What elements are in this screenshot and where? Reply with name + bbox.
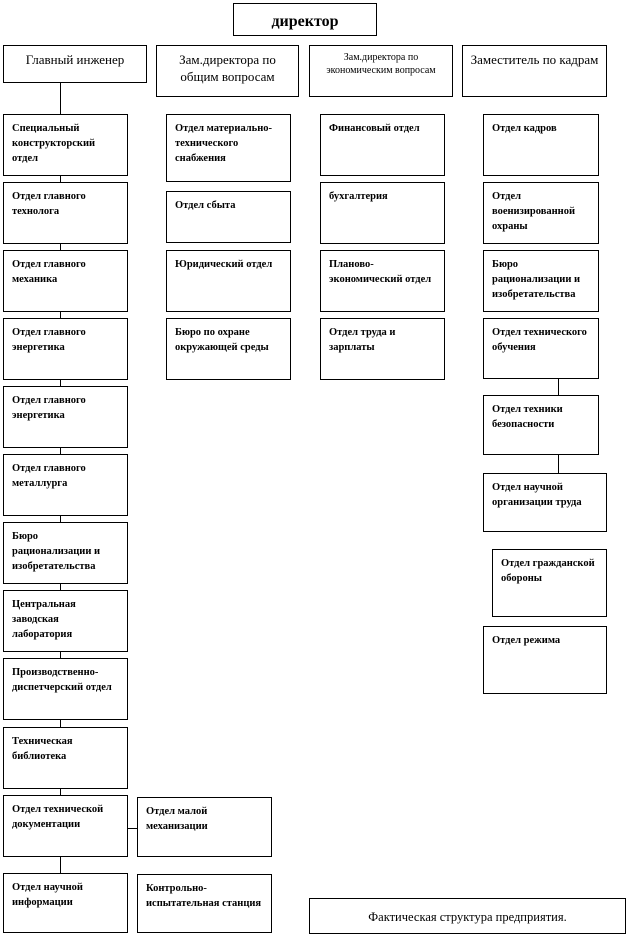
dept-box: Отдел малой механизации	[137, 797, 272, 857]
dept-box: Отдел труда и зарплаты	[320, 318, 445, 380]
dept-box: Отдел техники безопасности	[483, 395, 599, 455]
dept-box: Отдел главного энергетика	[3, 318, 128, 380]
dept-box: Специальный конструкторский отдел	[3, 114, 128, 176]
dept-box: Планово-экономический отдел	[320, 250, 445, 312]
dept-box: Отдел гражданской обороны	[492, 549, 607, 617]
dept-box: Отдел технического обучения	[483, 318, 599, 379]
head-deputy-hr: Заместитель по кадрам	[462, 45, 607, 97]
head-chief-engineer: Главный инженер	[3, 45, 147, 83]
dept-box: Центральная заводская лаборатория	[3, 590, 128, 652]
head-deputy-general: Зам.директора по общим вопросам	[156, 45, 299, 97]
dept-box: Бюро рационализации и изобретательства	[3, 522, 128, 584]
chart-caption: Фактическая структура предприятия.	[309, 898, 626, 934]
dept-box: Отдел научной организации труда	[483, 473, 607, 532]
dept-box: Техническая библиотека	[3, 727, 128, 789]
dept-box: Производственно-диспетчерский отдел	[3, 658, 128, 720]
dept-box: Бюро рационализации и изобретательства	[483, 250, 599, 312]
dept-box: Отдел кадров	[483, 114, 599, 176]
dept-box: Контрольно-испытательная станция	[137, 874, 272, 933]
head-deputy-economic: Зам.директора по экономическим вопросам	[309, 45, 453, 97]
dept-box: Отдел сбыта	[166, 191, 291, 243]
connector-line	[60, 82, 61, 114]
dept-box: Отдел главного технолога	[3, 182, 128, 244]
dept-box: Отдел главного энергетика	[3, 386, 128, 448]
dept-box: Отдел военизированной охраны	[483, 182, 599, 244]
dept-box: Финансовый отдел	[320, 114, 445, 176]
dept-box: Отдел главного механика	[3, 250, 128, 312]
dept-box: Отдел главного металлурга	[3, 454, 128, 516]
director-box: директор	[233, 3, 377, 36]
dept-box: Отдел технической документации	[3, 795, 128, 857]
connector-line	[558, 455, 559, 473]
dept-box: Отдел режима	[483, 626, 607, 694]
dept-box: Отдел научной информации	[3, 873, 128, 933]
dept-box: бухгалтерия	[320, 182, 445, 244]
dept-box: Бюро по охране окружающей среды	[166, 318, 291, 380]
dept-box: Отдел материально-технического снабжения	[166, 114, 291, 182]
connector-line	[128, 828, 137, 829]
dept-box: Юридический отдел	[166, 250, 291, 312]
connector-line	[558, 378, 559, 395]
